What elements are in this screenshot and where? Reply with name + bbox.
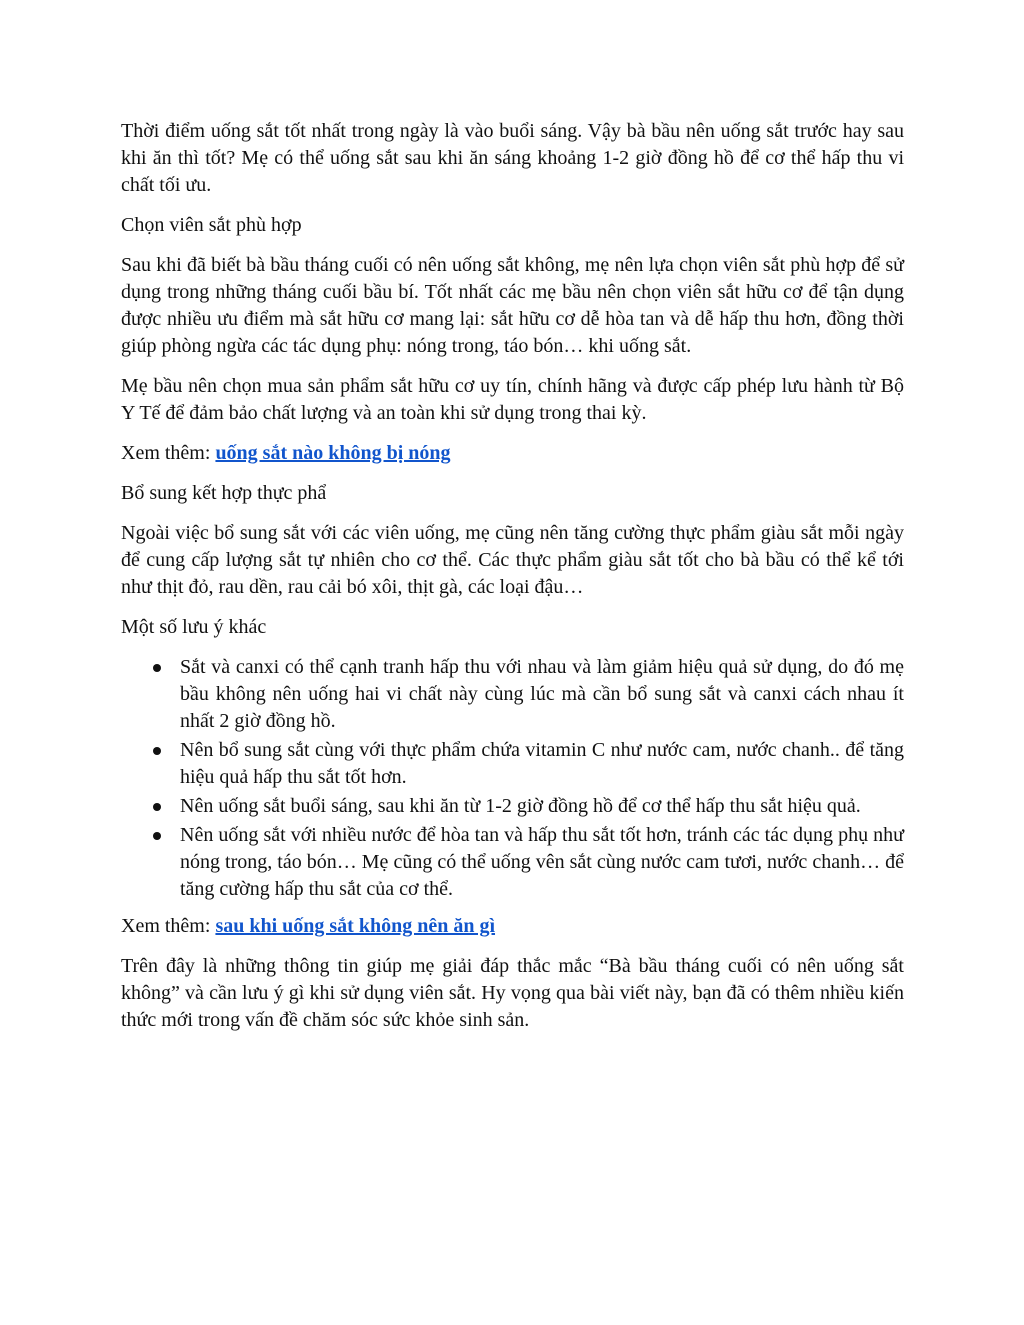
paragraph-conclusion: Trên đây là những thông tin giúp mẹ giải đáp thắc mắc “Bà bầu tháng cuối có nên uống sắt không” và cần lưu ý gì khi sử dụng viên sắt. Hy vọng qua bài viết này, bạn đã có thêm nhiều kiến thức mới trong vấn đề chăm sóc sức khỏe sinh sản. <box>121 955 904 1031</box>
link-iron-not-hot[interactable]: uống sắt nào không bị nóng <box>215 442 451 464</box>
link-what-not-to-eat[interactable]: sau khi uống sắt không nên ăn gì <box>215 915 496 937</box>
notes-list <box>121 654 904 903</box>
bullet-icon <box>153 747 161 755</box>
see-more-prefix: Xem thêm: <box>121 442 216 464</box>
list-item <box>121 793 904 820</box>
heading-other-notes: Một số lưu ý khác <box>121 616 267 638</box>
heading-choose-iron: Chọn viên sắt phù hợp <box>121 214 302 236</box>
see-more-line-2 <box>121 913 904 940</box>
paragraph-iron-rich-foods: Ngoài việc bổ sung sắt với các viên uống, mẹ cũng nên tăng cường thực phẩm giàu sắt mỗi ngày để cung cấp lượng sắt tự nhiên cho cơ thể. Các thực phẩm giàu sắt tốt cho bà bầu có thể kể tới như thịt đỏ, rau dền, rau cải bó xôi, thịt gà, các loại đậu… <box>121 522 904 598</box>
list-item-text: Sắt và canxi có thể cạnh tranh hấp thu với nhau và làm giảm hiệu quả sử dụng, do đó mẹ bầu không nên uống hai vi chất này cùng lúc mà cần bổ sung sắt và canxi cách nhau ít nhất 2 giờ đồng hồ. <box>180 656 904 732</box>
bullet-icon <box>153 664 161 672</box>
see-more-prefix: Xem thêm: <box>121 915 216 937</box>
bullet-icon <box>153 832 161 840</box>
list-item <box>121 737 904 791</box>
paragraph-organic-iron: Sau khi đã biết bà bầu tháng cuối có nên uống sắt không, mẹ nên lựa chọn viên sắt phù hợp để sử dụng trong những tháng cuối bầu bí. Tốt nhất các mẹ bầu nên chọn viên sắt hữu cơ để tận dụng được nhiều ưu điểm mà sắt hữu cơ mang lại: sắt hữu cơ dễ hòa tan và dễ hấp thu hơn, đồng thời giúp phòng ngừa các tác dụng phụ: nóng trong, táo bón… khi uống sắt. <box>121 254 904 357</box>
paragraph-iron-timing: Thời điểm uống sắt tốt nhất trong ngày là vào buổi sáng. Vậy bà bầu nên uống sắt trước hay sau khi ăn thì tốt? Mẹ có thể uống sắt sau khi ăn sáng khoảng 1-2 giờ đồng hồ để cơ thể hấp thu vi chất tối ưu. <box>121 120 904 196</box>
list-item <box>121 654 904 735</box>
document-page <box>121 118 904 1047</box>
see-more-line-1 <box>121 440 904 467</box>
list-item <box>121 822 904 903</box>
paragraph-reputable-product: Mẹ bầu nên chọn mua sản phẩm sắt hữu cơ uy tín, chính hãng và được cấp phép lưu hành từ Bộ Y Tế để đảm bảo chất lượng và an toàn khi sử dụng trong thai kỳ. <box>121 375 904 424</box>
bullet-icon <box>153 803 161 811</box>
list-item-text: Nên bổ sung sắt cùng với thực phẩm chứa vitamin C như nước cam, nước chanh.. để tăng hiệu quả hấp thu sắt tốt hơn. <box>180 739 904 788</box>
list-item-text: Nên uống sắt buổi sáng, sau khi ăn từ 1-2 giờ đồng hồ để cơ thể hấp thu sắt hiệu quả. <box>180 795 861 817</box>
list-item-text: Nên uống sắt với nhiều nước để hòa tan và hấp thu sắt tốt hơn, tránh các tác dụng phụ như nóng trong, táo bón… Mẹ cũng có thể uống vên sắt cùng nước cam tươi, nước chanh… để tăng cường hấp thu sắt của cơ thể. <box>180 824 904 900</box>
heading-food-combination: Bổ sung kết hợp thực phẩ <box>121 482 327 504</box>
